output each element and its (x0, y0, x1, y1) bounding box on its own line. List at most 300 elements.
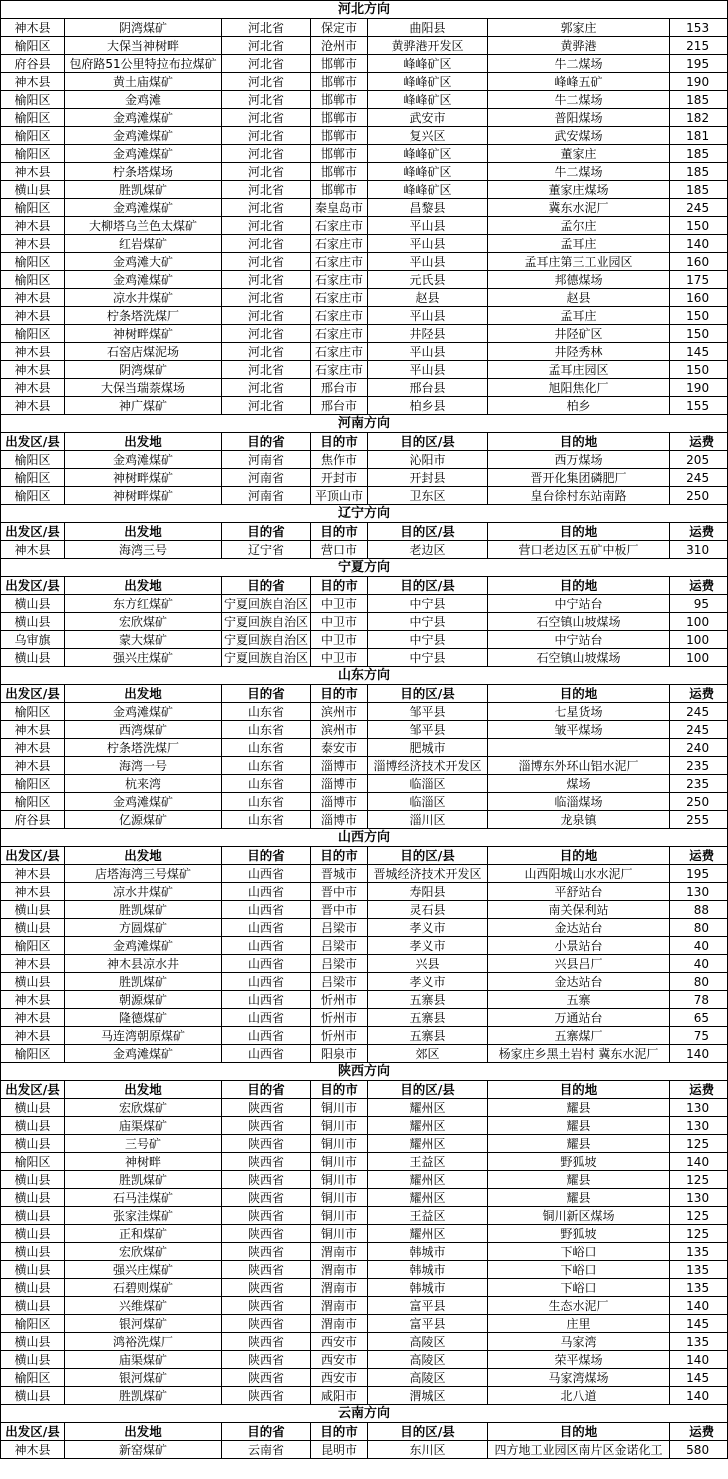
table-row (1, 1369, 728, 1387)
cell-dest-province: 山西省 (222, 883, 311, 901)
cell-dest-city: 铜川市 (311, 1135, 368, 1153)
cell-freight-fee: 190 (670, 379, 728, 397)
cell-origin-site: 石碧则煤矿 (65, 1279, 222, 1297)
cell-destination: 平舒站台 (488, 883, 670, 901)
cell-dest-province: 河北省 (222, 271, 311, 289)
cell-freight-fee: 250 (670, 793, 728, 811)
cell-origin-site: 宏欣煤矿 (65, 613, 222, 631)
section-title: 陕西方向 (1, 1063, 728, 1081)
cell-destination: 中宁站台 (488, 631, 670, 649)
column-header-destination: 目的地 (488, 433, 670, 451)
table-row (1, 955, 728, 973)
cell-origin-county: 横山县 (1, 613, 65, 631)
cell-origin-county: 榆阳区 (1, 1153, 65, 1171)
cell-dest-city: 石家庄市 (311, 217, 368, 235)
cell-dest-city: 中卫市 (311, 631, 368, 649)
cell-dest-province: 陕西省 (222, 1387, 311, 1405)
cell-dest-province: 山西省 (222, 937, 311, 955)
cell-origin-site: 金鸡滩煤矿 (65, 937, 222, 955)
cell-origin-county: 横山县 (1, 181, 65, 199)
cell-destination: 营口老边区五矿中板厂 (488, 541, 670, 559)
cell-origin-county: 榆阳区 (1, 487, 65, 505)
cell-freight-fee: 140 (670, 1153, 728, 1171)
column-header-freight-fee: 运费 (670, 1081, 728, 1099)
cell-dest-city: 晋中市 (311, 883, 368, 901)
column-header-row (1, 577, 728, 595)
section-title-row (1, 415, 728, 433)
cell-dest-district: 峰峰矿区 (368, 163, 488, 181)
column-header-dest-province: 目的省 (222, 1423, 311, 1441)
cell-origin-site: 西湾煤矿 (65, 721, 222, 739)
cell-dest-province: 陕西省 (222, 1117, 311, 1135)
cell-dest-city: 石家庄市 (311, 235, 368, 253)
cell-freight-fee: 240 (670, 739, 728, 757)
cell-dest-city: 邢台市 (311, 379, 368, 397)
cell-origin-site: 马连湾朝原煤矿 (65, 1027, 222, 1045)
table-row (1, 703, 728, 721)
cell-destination: 武安煤场 (488, 127, 670, 145)
cell-dest-city: 中卫市 (311, 613, 368, 631)
cell-freight-fee: 140 (670, 1387, 728, 1405)
table-row (1, 1153, 728, 1171)
cell-freight-fee: 580 (670, 1441, 728, 1459)
cell-dest-province: 河北省 (222, 343, 311, 361)
table-row (1, 991, 728, 1009)
cell-origin-county: 神木县 (1, 739, 65, 757)
cell-dest-city: 邢台市 (311, 397, 368, 415)
cell-dest-province: 宁夏回族自治区 (222, 631, 311, 649)
cell-origin-site: 包府路51公里特拉布拉煤矿 (65, 55, 222, 73)
cell-dest-province: 山东省 (222, 703, 311, 721)
cell-dest-district: 平山县 (368, 253, 488, 271)
cell-destination: 西万煤场 (488, 451, 670, 469)
cell-dest-district: 孝义市 (368, 973, 488, 991)
column-header-dest-district: 目的区/县 (368, 847, 488, 865)
cell-destination: 黄骅港 (488, 37, 670, 55)
cell-dest-district: 柏乡县 (368, 397, 488, 415)
table-row (1, 1387, 728, 1405)
cell-dest-city: 淄博市 (311, 757, 368, 775)
cell-dest-district: 五寨县 (368, 991, 488, 1009)
cell-origin-site: 大保当瑞萘煤场 (65, 379, 222, 397)
table-row (1, 739, 728, 757)
table-row (1, 235, 728, 253)
cell-dest-city: 滨州市 (311, 721, 368, 739)
cell-destination: 荣平煤场 (488, 1351, 670, 1369)
cell-freight-fee: 130 (670, 883, 728, 901)
cell-origin-county: 榆阳区 (1, 199, 65, 217)
cell-dest-district: 耀州区 (368, 1225, 488, 1243)
cell-dest-city: 吕梁市 (311, 973, 368, 991)
column-header-dest-city: 目的市 (311, 847, 368, 865)
cell-dest-district: 复兴区 (368, 127, 488, 145)
cell-origin-county: 榆阳区 (1, 91, 65, 109)
cell-dest-province: 河南省 (222, 469, 311, 487)
cell-dest-district: 中宁县 (368, 649, 488, 667)
cell-freight-fee: 125 (670, 1135, 728, 1153)
column-header-dest-district: 目的区/县 (368, 1423, 488, 1441)
table-row (1, 1261, 728, 1279)
cell-dest-district: 曲阳县 (368, 19, 488, 37)
cell-freight-fee: 95 (670, 595, 728, 613)
cell-origin-county: 横山县 (1, 1279, 65, 1297)
cell-dest-district: 淄博经济技术开发区 (368, 757, 488, 775)
cell-destination: 孟耳庄 (488, 307, 670, 325)
cell-dest-district: 峰峰矿区 (368, 55, 488, 73)
table-row (1, 325, 728, 343)
cell-destination: 耀县 (488, 1171, 670, 1189)
cell-freight-fee: 140 (670, 1297, 728, 1315)
cell-freight-fee: 215 (670, 37, 728, 55)
cell-dest-province: 河南省 (222, 451, 311, 469)
cell-origin-site: 朝源煤矿 (65, 991, 222, 1009)
cell-destination: 野狐坡 (488, 1225, 670, 1243)
cell-origin-site: 正和煤矿 (65, 1225, 222, 1243)
cell-dest-district: 淄川区 (368, 811, 488, 829)
cell-dest-district: 卫东区 (368, 487, 488, 505)
cell-freight-fee: 185 (670, 181, 728, 199)
column-header-origin-county: 出发区/县 (1, 1081, 65, 1099)
cell-dest-province: 山西省 (222, 1027, 311, 1045)
cell-destination: 井陉矿区 (488, 325, 670, 343)
section-title: 山西方向 (1, 829, 728, 847)
cell-freight-fee: 145 (670, 1369, 728, 1387)
table-row (1, 1279, 728, 1297)
cell-origin-site: 胜凯煤矿 (65, 1387, 222, 1405)
table-row (1, 1117, 728, 1135)
cell-origin-county: 神木县 (1, 757, 65, 775)
cell-freight-fee: 150 (670, 307, 728, 325)
cell-freight-fee: 125 (670, 1225, 728, 1243)
cell-dest-province: 宁夏回族自治区 (222, 613, 311, 631)
cell-freight-fee: 235 (670, 775, 728, 793)
column-header-dest-city: 目的市 (311, 523, 368, 541)
cell-dest-district: 耀州区 (368, 1135, 488, 1153)
table-row (1, 361, 728, 379)
cell-destination: 北八道 (488, 1387, 670, 1405)
cell-dest-district: 富平县 (368, 1297, 488, 1315)
cell-freight-fee: 145 (670, 1315, 728, 1333)
section-title: 辽宁方向 (1, 505, 728, 523)
cell-dest-province: 陕西省 (222, 1297, 311, 1315)
section-title: 河北方向 (1, 1, 728, 19)
column-header-dest-district: 目的区/县 (368, 433, 488, 451)
table-row (1, 631, 728, 649)
cell-dest-city: 铜川市 (311, 1153, 368, 1171)
column-header-dest-province: 目的省 (222, 577, 311, 595)
cell-dest-district: 孝义市 (368, 937, 488, 955)
cell-dest-district: 渭城区 (368, 1387, 488, 1405)
cell-dest-district: 东川区 (368, 1441, 488, 1459)
cell-origin-county: 神木县 (1, 163, 65, 181)
cell-freight-fee: 130 (670, 1099, 728, 1117)
cell-dest-district: 武安市 (368, 109, 488, 127)
cell-dest-province: 陕西省 (222, 1351, 311, 1369)
cell-destination: 万通站台 (488, 1009, 670, 1027)
cell-dest-province: 山西省 (222, 973, 311, 991)
cell-dest-city: 石家庄市 (311, 343, 368, 361)
cell-origin-site: 海湾一号 (65, 757, 222, 775)
cell-freight-fee: 150 (670, 361, 728, 379)
cell-origin-site: 庙渠煤矿 (65, 1117, 222, 1135)
cell-origin-county: 榆阳区 (1, 271, 65, 289)
cell-dest-district: 开封县 (368, 469, 488, 487)
cell-dest-province: 云南省 (222, 1441, 311, 1459)
column-header-origin-site: 出发地 (65, 523, 222, 541)
cell-freight-fee: 125 (670, 1207, 728, 1225)
table-row (1, 1315, 728, 1333)
cell-origin-county: 横山县 (1, 595, 65, 613)
cell-dest-province: 河北省 (222, 163, 311, 181)
cell-origin-county: 榆阳区 (1, 451, 65, 469)
cell-dest-district: 峰峰矿区 (368, 73, 488, 91)
cell-origin-site: 凉水井煤矿 (65, 883, 222, 901)
cell-dest-district: 平山县 (368, 307, 488, 325)
cell-origin-county: 横山县 (1, 1351, 65, 1369)
section-title: 河南方向 (1, 415, 728, 433)
cell-origin-site: 金鸡滩煤矿 (65, 451, 222, 469)
cell-destination: 旭阳焦化厂 (488, 379, 670, 397)
cell-freight-fee: 205 (670, 451, 728, 469)
table-row (1, 1135, 728, 1153)
cell-freight-fee: 195 (670, 865, 728, 883)
cell-dest-province: 陕西省 (222, 1243, 311, 1261)
cell-dest-district: 肥城市 (368, 739, 488, 757)
cell-origin-county: 神木县 (1, 289, 65, 307)
column-header-freight-fee: 运费 (670, 577, 728, 595)
table-row (1, 973, 728, 991)
cell-dest-district: 平山县 (368, 235, 488, 253)
cell-dest-city: 铜川市 (311, 1171, 368, 1189)
cell-dest-city: 渭南市 (311, 1279, 368, 1297)
cell-origin-county: 横山县 (1, 1243, 65, 1261)
cell-dest-city: 淄博市 (311, 775, 368, 793)
cell-destination: 煤场 (488, 775, 670, 793)
cell-dest-district: 韩城市 (368, 1279, 488, 1297)
cell-origin-site: 金鸡滩煤矿 (65, 271, 222, 289)
cell-dest-district: 王益区 (368, 1153, 488, 1171)
cell-origin-county: 横山县 (1, 901, 65, 919)
cell-destination: 董家庄煤场 (488, 181, 670, 199)
cell-dest-city: 铜川市 (311, 1189, 368, 1207)
cell-origin-county: 神木县 (1, 1441, 65, 1459)
cell-dest-city: 邯郸市 (311, 91, 368, 109)
cell-dest-city: 铜川市 (311, 1207, 368, 1225)
table-row (1, 919, 728, 937)
cell-dest-city: 石家庄市 (311, 289, 368, 307)
column-header-freight-fee: 运费 (670, 847, 728, 865)
column-header-origin-county: 出发区/县 (1, 1423, 65, 1441)
cell-destination: 小景站台 (488, 937, 670, 955)
cell-dest-city: 淄博市 (311, 793, 368, 811)
cell-dest-province: 山西省 (222, 919, 311, 937)
cell-dest-city: 邯郸市 (311, 145, 368, 163)
column-header-dest-province: 目的省 (222, 685, 311, 703)
column-header-row (1, 847, 728, 865)
table-row (1, 199, 728, 217)
cell-freight-fee: 150 (670, 325, 728, 343)
cell-origin-county: 神木县 (1, 397, 65, 415)
cell-dest-city: 淄博市 (311, 811, 368, 829)
cell-origin-site: 方圆煤矿 (65, 919, 222, 937)
section-title-row (1, 1405, 728, 1423)
cell-freight-fee: 80 (670, 919, 728, 937)
cell-dest-city: 吕梁市 (311, 955, 368, 973)
cell-freight-fee: 250 (670, 487, 728, 505)
column-header-origin-site: 出发地 (65, 433, 222, 451)
cell-freight-fee: 40 (670, 955, 728, 973)
table-row (1, 487, 728, 505)
cell-destination: 井陉秀林 (488, 343, 670, 361)
cell-freight-fee: 245 (670, 469, 728, 487)
cell-freight-fee: 185 (670, 91, 728, 109)
column-header-origin-county: 出发区/县 (1, 847, 65, 865)
cell-dest-district: 沁阳市 (368, 451, 488, 469)
cell-dest-district: 平山县 (368, 343, 488, 361)
table-row (1, 145, 728, 163)
cell-dest-city: 忻州市 (311, 991, 368, 1009)
cell-freight-fee: 153 (670, 19, 728, 37)
cell-freight-fee: 80 (670, 973, 728, 991)
column-header-dest-city: 目的市 (311, 685, 368, 703)
cell-dest-city: 保定市 (311, 19, 368, 37)
cell-dest-city: 石家庄市 (311, 325, 368, 343)
cell-origin-county: 横山县 (1, 919, 65, 937)
cell-origin-site: 金鸡滩煤矿 (65, 199, 222, 217)
cell-freight-fee: 175 (670, 271, 728, 289)
cell-dest-district: 邢台县 (368, 379, 488, 397)
cell-origin-site: 神树畔煤矿 (65, 469, 222, 487)
column-header-origin-site: 出发地 (65, 1081, 222, 1099)
cell-origin-county: 榆阳区 (1, 127, 65, 145)
cell-origin-county: 府谷县 (1, 55, 65, 73)
cell-dest-city: 中卫市 (311, 649, 368, 667)
cell-origin-site: 金鸡滩煤矿 (65, 109, 222, 127)
cell-dest-province: 河北省 (222, 145, 311, 163)
cell-origin-county: 横山县 (1, 1387, 65, 1405)
cell-freight-fee: 65 (670, 1009, 728, 1027)
table-row (1, 37, 728, 55)
cell-destination: 耀县 (488, 1099, 670, 1117)
cell-dest-province: 河北省 (222, 181, 311, 199)
cell-dest-city: 吕梁市 (311, 919, 368, 937)
cell-origin-site: 鸿裕洗煤厂 (65, 1333, 222, 1351)
cell-dest-province: 陕西省 (222, 1261, 311, 1279)
cell-origin-site: 金鸡滩煤矿 (65, 145, 222, 163)
cell-freight-fee: 181 (670, 127, 728, 145)
cell-dest-city: 西安市 (311, 1351, 368, 1369)
cell-freight-fee: 155 (670, 397, 728, 415)
cell-dest-province: 河北省 (222, 253, 311, 271)
cell-dest-province: 宁夏回族自治区 (222, 595, 311, 613)
cell-origin-site: 张家洼煤矿 (65, 1207, 222, 1225)
cell-destination: 五寨煤厂 (488, 1027, 670, 1045)
table-row (1, 289, 728, 307)
cell-dest-district: 临淄区 (368, 775, 488, 793)
cell-dest-district: 老边区 (368, 541, 488, 559)
table-row (1, 253, 728, 271)
cell-origin-county: 神木县 (1, 235, 65, 253)
cell-destination: 普阳煤场 (488, 109, 670, 127)
cell-freight-fee: 195 (670, 55, 728, 73)
table-row (1, 1351, 728, 1369)
column-header-dest-province: 目的省 (222, 523, 311, 541)
cell-freight-fee: 185 (670, 145, 728, 163)
cell-destination: 牛二煤场 (488, 163, 670, 181)
table-row (1, 1297, 728, 1315)
cell-destination: 耀县 (488, 1117, 670, 1135)
table-row (1, 91, 728, 109)
cell-dest-province: 陕西省 (222, 1315, 311, 1333)
cell-dest-province: 河南省 (222, 487, 311, 505)
cell-origin-site: 金鸡滩煤矿 (65, 793, 222, 811)
cell-dest-province: 山东省 (222, 811, 311, 829)
cell-destination: 皇台徐村东站南路 (488, 487, 670, 505)
cell-destination: 金达站台 (488, 973, 670, 991)
cell-destination: 淄博东外环山铝水泥厂 (488, 757, 670, 775)
cell-freight-fee: 100 (670, 613, 728, 631)
cell-dest-province: 河北省 (222, 73, 311, 91)
table-row (1, 1027, 728, 1045)
cell-freight-fee: 40 (670, 937, 728, 955)
cell-dest-province: 山西省 (222, 865, 311, 883)
cell-freight-fee: 255 (670, 811, 728, 829)
cell-origin-county: 神木县 (1, 307, 65, 325)
cell-origin-county: 神木县 (1, 1009, 65, 1027)
cell-origin-county: 神木县 (1, 379, 65, 397)
cell-dest-province: 河北省 (222, 19, 311, 37)
cell-origin-county: 横山县 (1, 1297, 65, 1315)
table-row (1, 1333, 728, 1351)
cell-origin-site: 金鸡滩煤矿 (65, 1045, 222, 1063)
cell-origin-county: 横山县 (1, 1189, 65, 1207)
cell-origin-county: 榆阳区 (1, 1045, 65, 1063)
cell-origin-site: 柠条塔洗煤厂 (65, 307, 222, 325)
cell-dest-province: 河北省 (222, 91, 311, 109)
column-header-destination: 目的地 (488, 847, 670, 865)
table-row (1, 1009, 728, 1027)
cell-dest-district: 高陵区 (368, 1333, 488, 1351)
cell-dest-city: 西安市 (311, 1333, 368, 1351)
cell-dest-province: 河北省 (222, 361, 311, 379)
cell-origin-site: 黄土庙煤矿 (65, 73, 222, 91)
cell-origin-site: 石窑店煤泥场 (65, 343, 222, 361)
cell-dest-province: 山东省 (222, 757, 311, 775)
cell-dest-district: 高陵区 (368, 1369, 488, 1387)
cell-freight-fee: 235 (670, 757, 728, 775)
table-row (1, 721, 728, 739)
cell-origin-site: 强兴庄煤矿 (65, 649, 222, 667)
cell-dest-province: 河北省 (222, 55, 311, 73)
cell-origin-county: 榆阳区 (1, 793, 65, 811)
column-header-row (1, 685, 728, 703)
cell-origin-site: 胜凯煤矿 (65, 973, 222, 991)
cell-freight-fee: 140 (670, 235, 728, 253)
cell-origin-site: 阴湾煤矿 (65, 361, 222, 379)
cell-origin-county: 横山县 (1, 1261, 65, 1279)
column-header-dest-province: 目的省 (222, 1081, 311, 1099)
cell-dest-city: 焦作市 (311, 451, 368, 469)
cell-freight-fee: 190 (670, 73, 728, 91)
cell-dest-province: 宁夏回族自治区 (222, 649, 311, 667)
cell-destination: 四方地工业园区南片区金诺化工 (488, 1441, 670, 1459)
cell-origin-site: 隆德煤矿 (65, 1009, 222, 1027)
table-row (1, 1441, 728, 1459)
cell-freight-fee: 125 (670, 1171, 728, 1189)
section-title-row (1, 559, 728, 577)
cell-dest-city: 滨州市 (311, 703, 368, 721)
table-row (1, 271, 728, 289)
